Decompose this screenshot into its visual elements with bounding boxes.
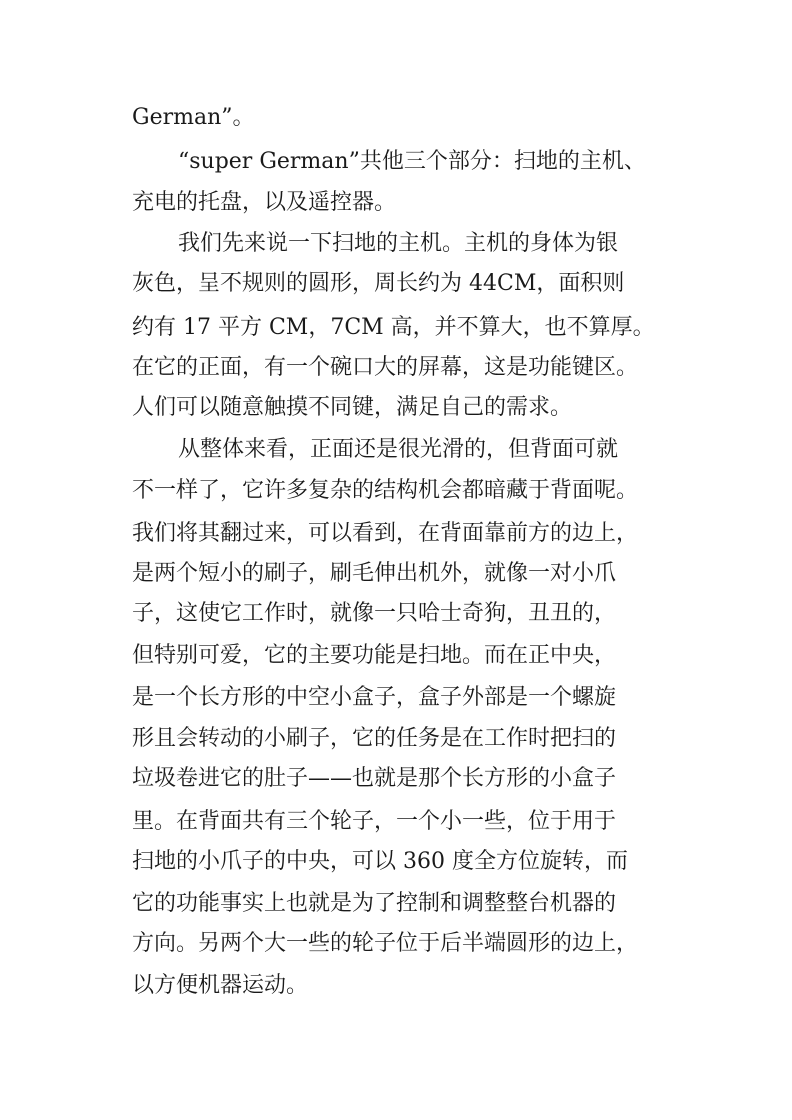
text-line-4: 我们先来说一下扫地的主机。主机的身体为银 (178, 231, 619, 256)
text-line-7: 在它的正面，有一个碗口大的屏幕，这是功能键区。 (132, 355, 639, 380)
text-line-20: 它的功能事实上也就是为了控制和调整整台机器的 (132, 891, 617, 916)
text-line-9: 从整体来看，正面还是很光滑的，但背面可就 (178, 437, 619, 462)
text-line-3: 充电的托盘，以及遥控器。 (132, 190, 397, 215)
text-line-13: 子，这使它工作时，就像一只哈士奇狗，丑丑的， (132, 601, 617, 626)
text-line-10: 不一样了，它许多复杂的结构机会都暗藏于背面呢。 (132, 478, 639, 503)
text-line-15: 是一个长方形的中空小盒子，盒子外部是一个螺旋 (132, 685, 617, 710)
text-line-6: 约有 17 平方 CM，7CM 高，并不算大，也不算厚。 (132, 315, 655, 340)
text-line-11: 我们将其翻过来，可以看到，在背面靠前方的边上， (132, 521, 639, 546)
text-line-21: 方向。另两个大一些的轮子位于后半端圆形的边上， (132, 931, 639, 956)
text-line-14: 但特别可爱，它的主要功能是扫地。而在正中央， (132, 643, 617, 668)
text-line-17: 垃圾卷进它的肚子——也就是那个长方形的小盒子 (132, 766, 617, 791)
text-line-19: 扫地的小爪子的中央，可以 360 度全方位旋转，而 (132, 849, 628, 874)
text-line-5: 灰色，呈不规则的圆形，周长约为 44CM，面积则 (132, 271, 625, 296)
text-line-8: 人们可以随意触摸不同键，满足自己的需求。 (132, 395, 573, 420)
text-line-12: 是两个短小的刷子，刷毛伸出机外，就像一对小爪 (132, 561, 617, 586)
text-line-1: German”。 (132, 105, 255, 130)
text-line-22: 以方便机器运动。 (132, 973, 309, 998)
text-line-2: “super German”共他三个部分：扫地的主机、 (178, 149, 646, 174)
text-line-18: 里。在背面共有三个轮子，一个小一些，位于用于 (132, 809, 617, 834)
text-line-16: 形且会转动的小刷子，它的任务是在工作时把扫的 (132, 726, 617, 751)
